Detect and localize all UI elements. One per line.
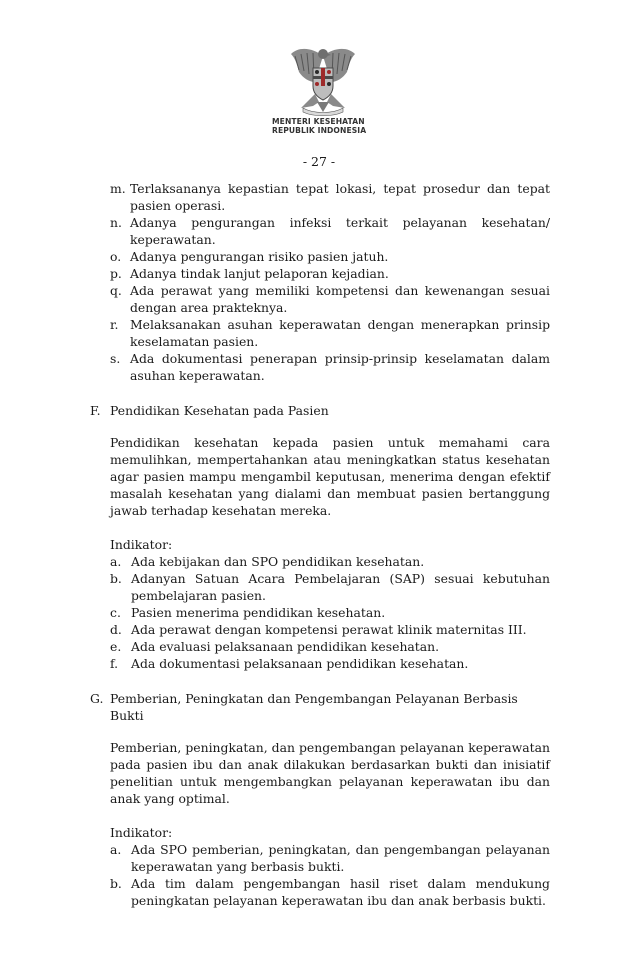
list-item: [90, 282, 550, 316]
list-item-text: Ada dokumentasi penerapan prinsip-prinsip keselamatan dalam asuhan keperawatan.: [130, 351, 550, 383]
list-marker: a.: [110, 554, 122, 569]
list-item-text: Adanya pengurangan infeksi terkait pelayanan kesehatan/ keperawatan.: [130, 215, 550, 247]
list-item: [110, 655, 550, 672]
list-item: [110, 553, 550, 570]
list-marker: e.: [110, 639, 122, 654]
list-marker: q.: [110, 283, 122, 298]
list-item: [110, 875, 550, 909]
list-item-text: Ada SPO pemberian, peningkatan, dan pengembangan pelayanan keperawatan yang berbasis bukti.: [131, 842, 550, 874]
list-item: [110, 604, 550, 621]
list-marker: m.: [110, 181, 126, 196]
list-marker: b.: [110, 876, 122, 891]
list-marker: p.: [110, 266, 122, 281]
list-item-text: Pasien menerima pendidikan kesehatan.: [131, 605, 386, 620]
list-marker: o.: [110, 249, 122, 264]
list-item-text: Adanyan Satuan Acara Pembelajaran (SAP) sesuai kebutuhan pembelajaran pasien.: [131, 571, 550, 603]
list-marker: s.: [110, 351, 121, 366]
ministry-label: [272, 117, 382, 135]
list-item-text: Melaksanakan asuhan keperawatan dengan menerapkan prinsip keselamatan pasien.: [130, 317, 550, 349]
section-g-indikator-list: [110, 841, 550, 909]
section-g-paragraph: Pemberian, peningkatan, dan pengembangan pelayanan keperawatan pada pasien ibu dan anak dilakukan berdasarkan bukti dan inisiatif penelitian untuk mengembangkan pelayanan keperawatan ibu dan anak yang optimal.: [110, 740, 550, 806]
list-item: [90, 316, 550, 350]
section-title: Pemberian, Peningkatan dan Pengembangan Pelayanan Berbasis Bukti: [110, 691, 518, 723]
list-item: [110, 570, 550, 604]
garuda-emblem-icon: [283, 42, 363, 117]
section-g-indikator-label: Indikator:: [110, 825, 173, 840]
section-f-indikator-list: [110, 553, 550, 672]
list-item: [90, 265, 550, 282]
page-number: - 27 -: [302, 154, 336, 169]
list-item-text: Ada evaluasi pelaksanaan pendidikan kesehatan.: [131, 639, 440, 654]
list-item: [110, 621, 550, 638]
ministry-line1: MENTERI KESEHATAN: [272, 117, 365, 126]
document-body: [90, 180, 550, 909]
section-f-indikator-label: Indikator:: [110, 537, 173, 552]
list-item: [90, 180, 550, 214]
list-item-text: Ada perawat dengan kompetensi perawat klinik maternitas III.: [131, 622, 527, 637]
section-g-heading: [90, 690, 550, 724]
list-item: [90, 350, 550, 384]
section-f-heading: [90, 402, 550, 419]
list-top: [90, 180, 550, 384]
list-item: [110, 841, 550, 875]
list-item-text: Ada tim dalam pengembangan hasil riset dalam mendukung peningkatan pelayanan keperawatan ibu dan anak berbasis bukti.: [131, 876, 550, 908]
list-item-text: Adanya pengurangan risiko pasien jatuh.: [130, 249, 389, 264]
list-marker: b.: [110, 571, 122, 586]
list-item-text: Terlaksananya kepastian tepat lokasi, tepat prosedur dan tepat pasien operasi.: [130, 181, 550, 213]
list-item-text: Ada dokumentasi pelaksanaan pendidikan kesehatan.: [131, 656, 469, 671]
list-item: [90, 214, 550, 248]
section-title: Pendidikan Kesehatan pada Pasien: [110, 403, 329, 418]
list-marker: n.: [110, 215, 122, 230]
section-f-paragraph: Pendidikan kesehatan kepada pasien untuk memahami cara memulihkan, mempertahankan atau meningkatkan status kesehatan agar pasien mampu mengambil keputusan, menerima dengan efektif masalah kesehatan yang dialami dan membuat pasien bertanggung jawab terhadap kesehatan mereka.: [110, 435, 550, 518]
list-item-text: Ada perawat yang memiliki kompetensi dan kewenangan sesuai dengan area prakteknya.: [130, 283, 550, 315]
list-marker: c.: [110, 605, 121, 620]
list-marker: f.: [110, 656, 119, 671]
ministry-line2: REPUBLIK INDONESIA: [272, 126, 367, 135]
section-marker: G.: [90, 691, 104, 706]
section-marker: F.: [90, 403, 101, 418]
list-item: [90, 248, 550, 265]
list-marker: r.: [110, 317, 119, 332]
list-marker: d.: [110, 622, 122, 637]
list-item-text: Adanya tindak lanjut pelaporan kejadian.: [130, 266, 389, 281]
list-item-text: Ada kebijakan dan SPO pendidikan kesehatan.: [131, 554, 425, 569]
list-marker: a.: [110, 842, 122, 857]
list-item: [110, 638, 550, 655]
